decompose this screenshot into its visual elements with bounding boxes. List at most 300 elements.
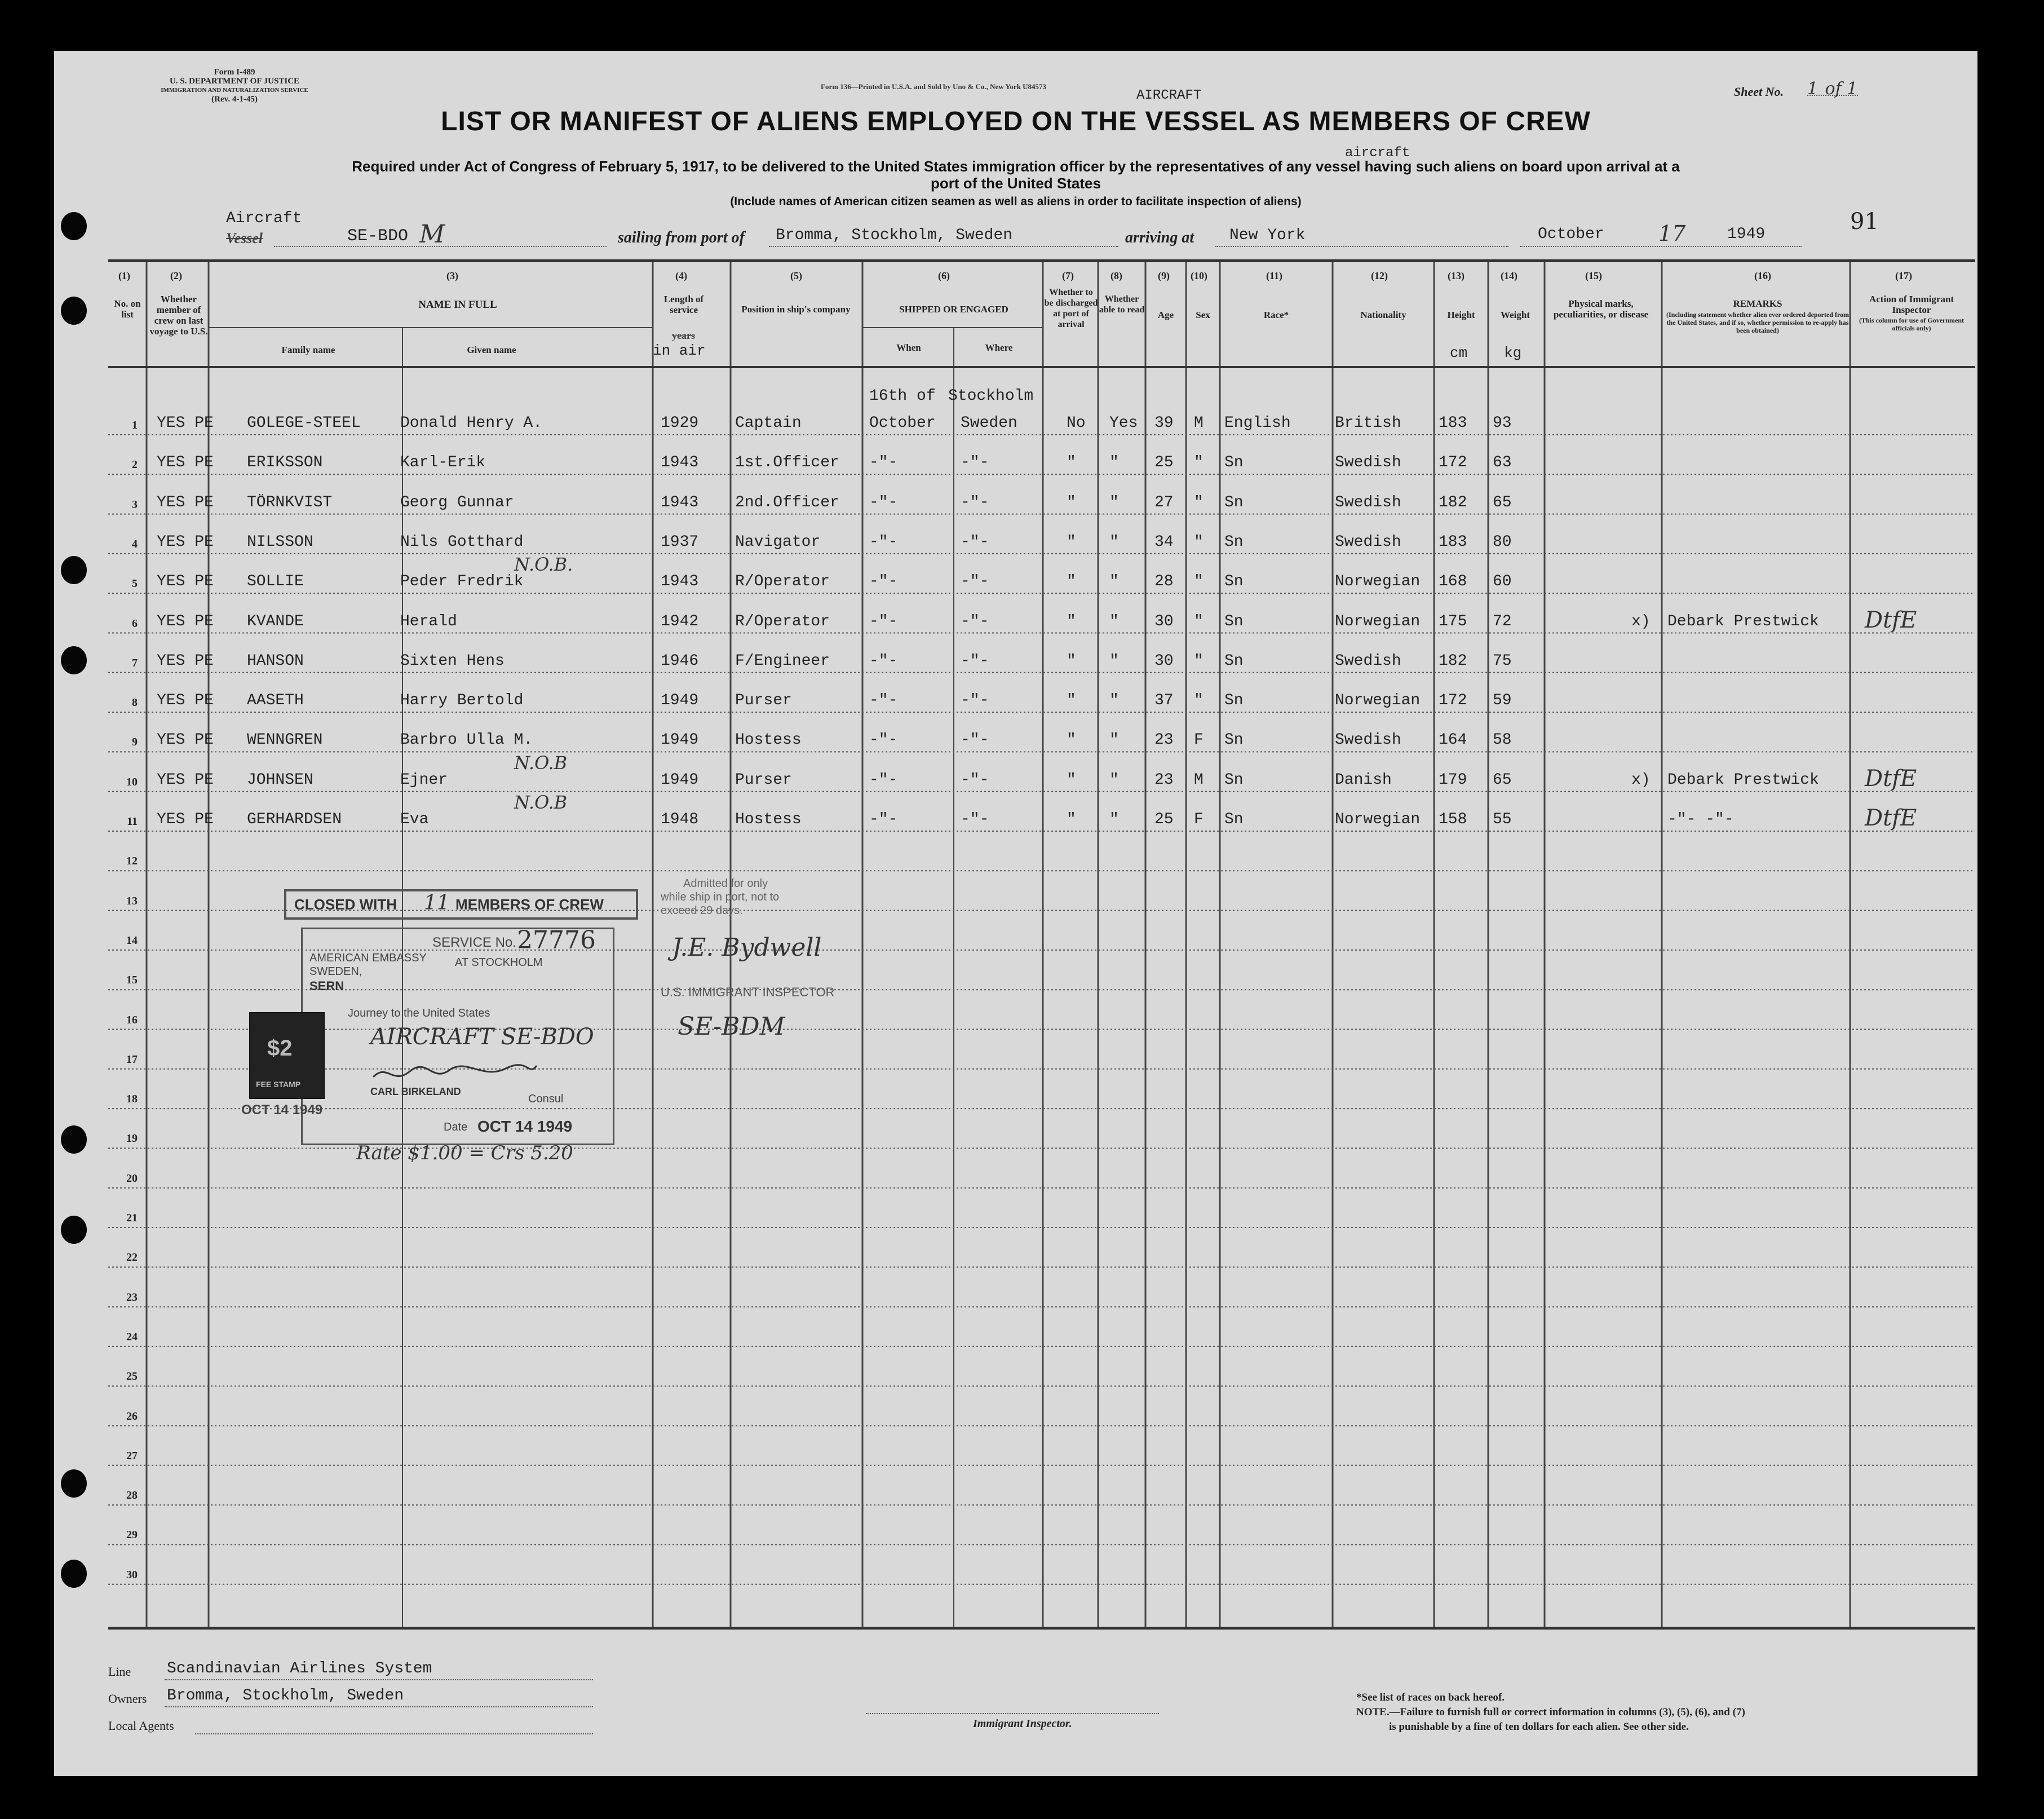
port-field-line — [769, 246, 1118, 247]
cell-age: 23 — [1154, 771, 1174, 789]
row-number: 3 — [132, 498, 138, 511]
cell-where: -"- — [961, 612, 989, 630]
cell-read: " — [1109, 612, 1119, 630]
cell-prev: YES PE — [157, 573, 214, 591]
cell-given-annotation: N.O.B — [514, 792, 568, 813]
closed-with-text: CLOSED WITH — [294, 896, 397, 913]
date-field-line — [1520, 246, 1802, 247]
col-1-number: (1) — [118, 270, 130, 281]
cell-weight: 58 — [1493, 731, 1512, 749]
cell-when: -"- — [869, 652, 898, 670]
department: U. S. DEPARTMENT OF JUSTICE — [169, 77, 300, 86]
cell-when: -"- — [869, 771, 898, 789]
cell-where: -"- — [961, 454, 989, 472]
cell-race: Sn — [1224, 652, 1244, 670]
row-number: 6 — [132, 617, 138, 630]
arrival-month: October — [1538, 226, 1604, 243]
service-name: IMMIGRATION AND NATURALIZATION SERVICE — [161, 87, 308, 94]
inspector-title: U.S. IMMIGRANT INSPECTOR — [661, 985, 835, 999]
row-number: 5 — [132, 577, 138, 590]
crew-table — [108, 259, 1975, 1630]
sailing-label: sailing from port of — [618, 229, 745, 246]
col-header-discharged: Whether to be discharged at port of arrival — [1044, 288, 1098, 329]
cell-given: Ejner — [400, 771, 448, 789]
consular-stamp — [301, 928, 614, 1145]
cell-remarks: Debark Prestwick — [1667, 771, 1819, 789]
cell-where: -"- — [961, 533, 989, 551]
cell-given-annotation: N.O.B — [514, 752, 568, 774]
page-number: 91 — [1850, 209, 1879, 235]
col-header-sex: Sex — [1196, 310, 1210, 320]
subtitle-line-1: Required under Act of Congress of February 5, 1917, to be delivered to the United States immigration officer by the representatives of any vessel having such aliens on board upon arrival at a — [352, 158, 1680, 175]
cell-prev: YES PE — [157, 533, 214, 551]
cell-discharged: " — [1067, 692, 1076, 710]
cell-nationality: Norwegian — [1335, 692, 1421, 710]
sheet-of-total: of 1 — [1825, 79, 1858, 99]
cell-weight: 72 — [1493, 612, 1512, 630]
craft-handwritten: SE-BDM — [678, 1012, 785, 1041]
cell-position: Captain — [735, 414, 802, 432]
cell-family: KVANDE — [247, 612, 304, 630]
closed-with-stamp — [284, 889, 638, 920]
empty-row-number: 30 — [126, 1568, 138, 1581]
fee-cancel-date: OCT 14 1949 — [241, 1102, 323, 1118]
weight-unit: kg — [1504, 345, 1522, 361]
cell-prev: YES PE — [157, 454, 214, 472]
fee-stamp — [249, 1012, 325, 1099]
cell-remarks: Debark Prestwick — [1667, 612, 1819, 630]
cell-sex: " — [1194, 493, 1204, 511]
cell-when: October — [869, 414, 936, 432]
cell-marks: x) — [1631, 771, 1651, 789]
cell-service: 1943 — [661, 454, 699, 472]
punch-hole — [61, 297, 87, 325]
admitted-line-3: exceed 29 days. — [661, 904, 743, 917]
action-note: (This column for use of Government officials only) — [1859, 316, 1965, 332]
col-header-name: NAME IN FULL — [418, 299, 497, 311]
members-of-crew-text: MEMBERS OF CREW — [455, 896, 604, 913]
empty-row-number: 15 — [126, 974, 138, 987]
cell-given: Donald Henry A. — [400, 414, 543, 432]
inspector-line — [866, 1713, 1159, 1714]
penalty-note-1: NOTE.—Failure to furnish full or correct information in columns (3), (5), (6), and (7) — [1356, 1706, 1745, 1718]
cell-weight: 60 — [1493, 573, 1512, 591]
cell-where: -"- — [961, 652, 989, 670]
height-unit: cm — [1450, 345, 1468, 361]
cell-given: Georg Gunnar — [400, 493, 514, 511]
cell-sex: F — [1194, 811, 1204, 828]
service-unit-in-air: in air — [653, 342, 706, 359]
cell-height: 158 — [1439, 811, 1467, 828]
empty-row-number: 13 — [126, 894, 138, 907]
destination-field-line — [1215, 246, 1508, 247]
col-7-number: (7) — [1062, 270, 1074, 281]
cell-age: 39 — [1154, 414, 1174, 432]
owners-field — [165, 1706, 593, 1707]
cell-position: F/Engineer — [735, 652, 830, 670]
revision: (Rev. 4-1-45) — [211, 95, 258, 104]
cell-height: 183 — [1439, 533, 1467, 551]
cell-race: Sn — [1224, 493, 1244, 511]
cell-service: 1943 — [661, 573, 699, 591]
consul-name: CARL BIRKELAND — [370, 1086, 461, 1097]
cell-weight: 75 — [1493, 652, 1512, 670]
cell-family: TÖRNKVIST — [247, 493, 333, 511]
page-title: LIST OR MANIFEST OF ALIENS EMPLOYED ON THE VESSEL AS MEMBERS OF CREW — [441, 107, 1591, 136]
empty-row-number: 25 — [126, 1370, 138, 1383]
col-11-number: (11) — [1266, 270, 1282, 281]
cell-sex: M — [1194, 771, 1204, 789]
title-insert: AIRCRAFT — [1136, 88, 1202, 103]
empty-row-number: 29 — [126, 1529, 138, 1542]
row-number: 1 — [132, 419, 138, 431]
subheader-when: When — [896, 342, 921, 353]
cell-nationality: Swedish — [1335, 493, 1401, 511]
cell-height: 175 — [1439, 612, 1467, 630]
col-13-number: (13) — [1448, 270, 1465, 281]
cell-when: -"- — [869, 612, 898, 630]
cell-action: DtfE — [1865, 765, 1917, 792]
cell-marks: x) — [1631, 612, 1651, 630]
cell-height: 182 — [1439, 652, 1467, 670]
inspector-label: Immigrant Inspector. — [973, 1718, 1072, 1730]
punch-hole — [61, 646, 87, 674]
empty-row-number: 19 — [126, 1132, 138, 1145]
agents-label: Local Agents — [108, 1719, 174, 1733]
cell-read: " — [1109, 731, 1119, 749]
row-number: 11 — [127, 815, 138, 828]
cell-height: 164 — [1439, 731, 1467, 749]
cell-nationality: Swedish — [1335, 533, 1401, 551]
cell-discharged: " — [1067, 454, 1076, 472]
col-header-physical-marks: Physical marks, peculiarities, or disease — [1553, 298, 1649, 320]
empty-row-number: 26 — [126, 1410, 138, 1423]
cell-height: 182 — [1439, 493, 1467, 511]
line-field — [165, 1679, 593, 1680]
col-10-number: (10) — [1191, 270, 1207, 281]
craft-id-correction: M — [419, 220, 445, 249]
cell-prev: YES PE — [157, 731, 214, 749]
cell-height: 172 — [1439, 692, 1467, 710]
cell-weight: 93 — [1493, 414, 1512, 432]
row-number: 7 — [132, 656, 138, 669]
cell-nationality: Swedish — [1335, 731, 1401, 749]
cell-family: HANSON — [247, 652, 304, 670]
col-17-number: (17) — [1895, 270, 1912, 281]
cell-service: 1949 — [661, 731, 699, 749]
cell-read: " — [1109, 533, 1119, 551]
cell-when: -"- — [869, 493, 898, 511]
cell-height: 168 — [1439, 573, 1467, 591]
cell-when: -"- — [869, 573, 898, 591]
arrival-day: 17 — [1658, 221, 1686, 246]
cell-family: SOLLIE — [247, 573, 304, 591]
exchange-rate: Rate $1.00 = Crs 5.20 — [356, 1142, 573, 1164]
cell-discharged: " — [1067, 731, 1076, 749]
punch-hole — [61, 1216, 87, 1244]
sheet-label: Sheet No. — [1734, 85, 1784, 99]
cell-where: -"- — [961, 573, 989, 591]
empty-row-number: 16 — [126, 1013, 138, 1026]
cell-age: 30 — [1154, 652, 1174, 670]
cell-read: " — [1109, 692, 1119, 710]
shipped-when-extra: 16th of — [869, 387, 936, 405]
cell-age: 23 — [1154, 731, 1174, 749]
subheader-family-name: Family name — [281, 345, 335, 355]
cell-sex: " — [1194, 573, 1204, 591]
date-label: Date — [444, 1121, 468, 1133]
empty-row-number: 20 — [126, 1172, 138, 1185]
cell-read: " — [1109, 573, 1119, 591]
cell-discharged: " — [1067, 493, 1076, 511]
cell-family: ERIKSSON — [247, 454, 323, 472]
cell-where: -"- — [961, 493, 989, 511]
cell-discharged: " — [1067, 652, 1076, 670]
punch-hole — [61, 212, 87, 240]
consul-signature — [370, 1060, 539, 1088]
cell-discharged: " — [1067, 533, 1076, 551]
empty-row-number: 12 — [126, 855, 138, 868]
cell-where: -"- — [961, 692, 989, 710]
empty-row-number: 27 — [126, 1449, 138, 1462]
cell-nationality: Swedish — [1335, 454, 1401, 472]
sheet-number: 1 — [1807, 79, 1819, 99]
col-header-remarks: REMARKS — [1733, 298, 1782, 309]
line-label: Line — [108, 1665, 131, 1679]
cell-race: Sn — [1224, 454, 1244, 472]
cell-sex: " — [1194, 612, 1204, 630]
cell-position: 1st.Officer — [735, 454, 839, 472]
row-number: 2 — [132, 458, 138, 471]
cell-when: -"- — [869, 731, 898, 749]
cell-sex: M — [1194, 414, 1204, 432]
col-header-height: Height — [1447, 310, 1475, 320]
cell-service: 1929 — [661, 414, 699, 432]
remarks-note: (Including statement whether alien ever ordered deported from the United States, and if so, whether permission to re-apply has been obtained) — [1666, 311, 1850, 334]
fee-amount: $2 — [267, 1036, 293, 1061]
cell-remarks: -"- -"- — [1667, 811, 1734, 828]
cell-position: R/Operator — [735, 573, 830, 591]
owners-label: Owners — [108, 1692, 147, 1706]
cell-prev: YES PE — [157, 771, 214, 789]
embassy-country: SWEDEN, — [309, 965, 362, 978]
cell-position: Hostess — [735, 731, 802, 749]
cell-given: Harry Bertold — [400, 692, 524, 710]
arrival-port: New York — [1229, 227, 1306, 244]
punch-hole — [61, 1560, 87, 1588]
cell-height: 179 — [1439, 771, 1467, 789]
col-3-number: (3) — [446, 270, 458, 281]
cell-given: Eva — [400, 811, 429, 828]
penalty-note-2: is punishable by a fine of ten dollars for each alien. See other side. — [1389, 1721, 1689, 1733]
col-16-number: (16) — [1754, 270, 1771, 281]
cell-weight: 65 — [1493, 493, 1512, 511]
cell-prev: YES PE — [157, 652, 214, 670]
sheet-field — [1807, 79, 1858, 99]
service-number-label: SERVICE No. — [432, 935, 516, 950]
admitted-line-2: while ship in port, not to — [661, 891, 780, 903]
cell-position: Purser — [735, 771, 792, 789]
cell-action: DtfE — [1865, 805, 1917, 831]
punch-hole — [61, 1125, 87, 1154]
punch-hole — [61, 556, 87, 584]
subtitle-line-2: port of the United States — [931, 175, 1101, 192]
cell-discharged: " — [1067, 612, 1076, 630]
manifest-sheet — [54, 51, 1977, 1776]
fee-label: FEE STAMP — [256, 1080, 301, 1089]
empty-row-number: 22 — [126, 1251, 138, 1264]
cell-sex: " — [1194, 454, 1204, 472]
empty-row-number: 17 — [126, 1053, 138, 1066]
cell-read: Yes — [1109, 414, 1138, 432]
cell-family: WENNGREN — [247, 731, 323, 749]
cell-family: NILSSON — [247, 533, 313, 551]
cell-family: AASETH — [247, 692, 304, 710]
cell-race: Sn — [1224, 811, 1244, 828]
cell-age: 37 — [1154, 692, 1174, 710]
cell-prev: YES PE — [157, 493, 214, 511]
cell-service: 1948 — [661, 811, 699, 828]
consular-date: OCT 14 1949 — [477, 1118, 573, 1135]
cell-where: -"- — [961, 771, 989, 789]
cell-when: -"- — [869, 454, 898, 472]
vessel-label: Vessel — [226, 230, 263, 246]
form-number: Form I-489 — [214, 68, 255, 77]
empty-row-number: 28 — [126, 1489, 138, 1502]
cell-when: -"- — [869, 811, 898, 828]
cell-given: Peder Fredrik — [400, 573, 524, 591]
cell-given: Sixten Hens — [400, 652, 505, 670]
cell-weight: 59 — [1493, 692, 1512, 710]
cell-age: 25 — [1154, 454, 1174, 472]
subtitle-insert: aircraft — [1345, 145, 1410, 161]
shipped-where-extra: Stockholm — [948, 387, 1034, 405]
col-header-position: Position in ship's company — [741, 304, 851, 315]
cell-service: 1942 — [661, 612, 699, 630]
col-5-number: (5) — [790, 270, 802, 281]
cell-race: English — [1224, 414, 1291, 432]
cell-read: " — [1109, 454, 1119, 472]
cell-discharged: No — [1067, 414, 1086, 432]
cell-age: 25 — [1154, 811, 1174, 828]
cell-sex: " — [1194, 533, 1204, 551]
col-14-number: (14) — [1501, 270, 1517, 281]
agents-field — [195, 1733, 593, 1734]
cell-weight: 55 — [1493, 811, 1512, 828]
cell-service: 1937 — [661, 533, 699, 551]
cell-service: 1949 — [661, 771, 699, 789]
cell-sex: F — [1194, 731, 1204, 749]
cell-read: " — [1109, 811, 1119, 828]
col-header-shipped: SHIPPED OR ENGAGED — [899, 304, 1008, 315]
cell-race: Sn — [1224, 692, 1244, 710]
cell-position: R/Operator — [735, 612, 830, 630]
row-number: 4 — [132, 537, 138, 550]
col-header-prev-voyage: Whether member of crew on last voyage to U.S. — [149, 294, 208, 337]
cell-family: JOHNSEN — [247, 771, 313, 789]
embassy-city: SERN — [309, 979, 344, 993]
cell-nationality: Danish — [1335, 771, 1392, 789]
cell-weight: 63 — [1493, 454, 1512, 472]
cell-given: Karl-Erik — [400, 454, 486, 472]
empty-row-number: 18 — [126, 1093, 138, 1106]
col-header-action: Action of Immigrant Inspector — [1869, 294, 1954, 315]
subheader-given-name: Given name — [467, 345, 516, 355]
col-6-number: (6) — [938, 270, 950, 281]
col-12-number: (12) — [1371, 270, 1388, 281]
cell-where: -"- — [961, 731, 989, 749]
cell-age: 27 — [1154, 493, 1174, 511]
cell-given: Nils Gotthard — [400, 533, 524, 551]
cell-age: 28 — [1154, 573, 1174, 591]
cell-action: DtfE — [1865, 607, 1917, 633]
cell-weight: 65 — [1493, 771, 1512, 789]
cell-discharged: " — [1067, 811, 1076, 828]
consul-title: Consul — [528, 1093, 564, 1105]
cell-read: " — [1109, 493, 1119, 511]
service-unit-struck: years — [672, 330, 695, 341]
col-header-age: Age — [1157, 310, 1174, 320]
cell-race: Sn — [1224, 731, 1244, 749]
closed-with-count: 11 — [424, 891, 450, 915]
col-8-number: (8) — [1111, 270, 1122, 281]
col-2-number: (2) — [170, 270, 182, 281]
cell-where: -"- — [961, 811, 989, 828]
cell-read: " — [1109, 652, 1119, 670]
cell-given: Herald — [400, 612, 457, 630]
cell-read: " — [1109, 771, 1119, 789]
cell-height: 183 — [1439, 414, 1467, 432]
empty-row-number: 23 — [126, 1291, 138, 1304]
col-9-number: (9) — [1158, 270, 1170, 281]
col-header-read: Whether able to read — [1099, 294, 1145, 315]
inspector-signature: J.E. Bydwell — [672, 933, 822, 962]
col-header-service: Length of service — [663, 294, 704, 315]
journey-text: Journey to the United States — [348, 1007, 490, 1019]
cell-nationality: British — [1335, 414, 1401, 432]
cell-race: Sn — [1224, 573, 1244, 591]
cell-race: Sn — [1224, 771, 1244, 789]
cell-position: Purser — [735, 692, 792, 710]
cell-sex: " — [1194, 692, 1204, 710]
arriving-label: arriving at — [1125, 229, 1194, 246]
empty-row-number: 21 — [126, 1212, 138, 1224]
airline-name: Scandinavian Airlines System — [167, 1660, 432, 1677]
cell-given: Barbro Ulla M. — [400, 731, 533, 749]
printer-note: Form 136—Printed in U.S.A. and Sold by Uno & Co., New York U84573 — [821, 82, 1047, 91]
empty-row-number: 24 — [126, 1330, 138, 1343]
row-number: 8 — [132, 696, 138, 709]
cell-discharged: " — [1067, 771, 1076, 789]
departure-port: Bromma, Stockholm, Sweden — [776, 227, 1013, 244]
cell-race: Sn — [1224, 533, 1244, 551]
col-header-race: Race* — [1263, 310, 1289, 320]
col-header-nationality: Nationality — [1360, 310, 1406, 320]
cell-given-annotation: N.O.B. — [514, 554, 573, 576]
cell-when: -"- — [869, 533, 898, 551]
cell-height: 172 — [1439, 454, 1467, 472]
cell-sex: " — [1194, 652, 1204, 670]
cell-age: 34 — [1154, 533, 1174, 551]
row-number: 9 — [132, 736, 138, 749]
craft-type: Aircraft — [226, 210, 302, 227]
admitted-stamp — [661, 877, 779, 917]
col-header-no: No. on list — [114, 298, 141, 320]
col-header-weight: Weight — [1501, 310, 1530, 320]
aircraft-handwritten: AIRCRAFT SE-BDO — [370, 1024, 594, 1050]
punch-hole — [61, 1469, 87, 1498]
form-identifier — [116, 68, 353, 104]
